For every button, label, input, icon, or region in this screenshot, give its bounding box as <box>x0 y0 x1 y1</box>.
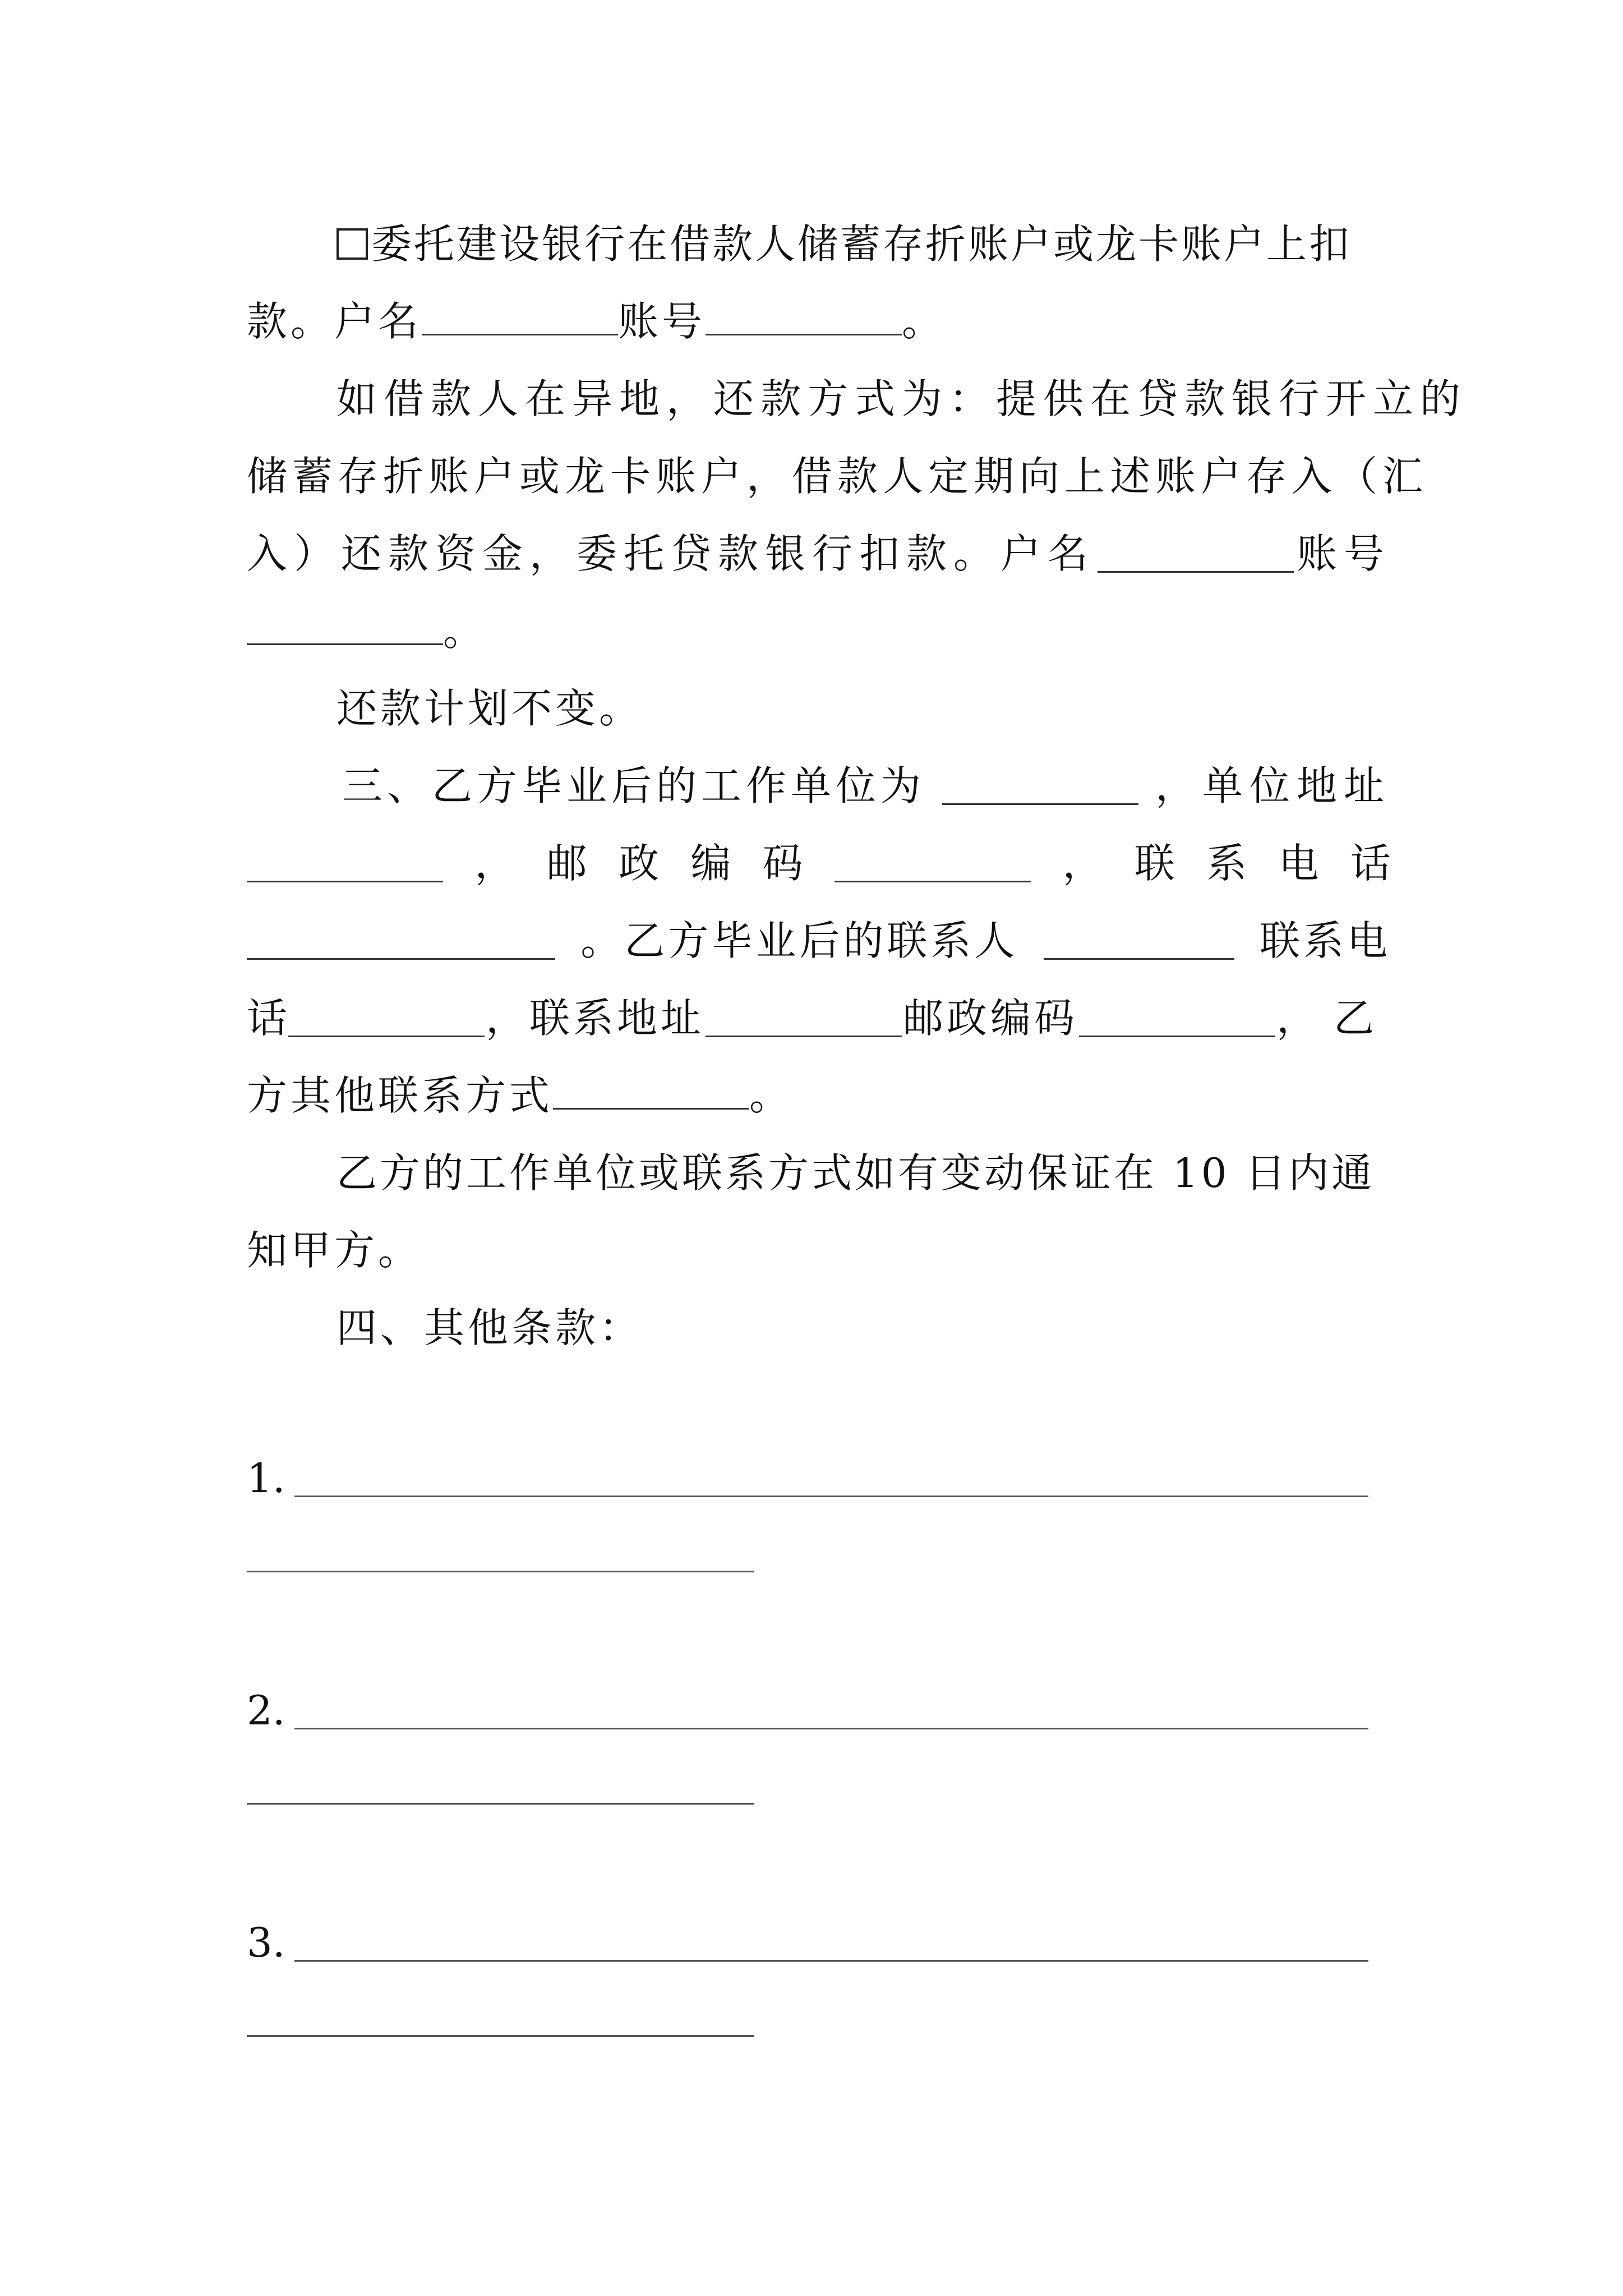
clause-1 <box>247 1447 285 1509</box>
para2-text: 。 <box>443 608 484 655</box>
para4-text: 系 <box>1206 840 1247 887</box>
para2-line3 <box>247 523 1391 585</box>
employer-address-blank[interactable] <box>247 845 443 882</box>
para2-line4 <box>247 600 1391 662</box>
para4-text: ，乙 <box>1276 995 1391 1042</box>
contact-person-blank[interactable] <box>1044 922 1234 960</box>
postal-code-blank[interactable] <box>834 845 1031 882</box>
para4-text: 。乙方毕业后的联系人 <box>580 917 1018 964</box>
account-name-blank[interactable] <box>422 298 618 335</box>
para4-text: 联系电 <box>1259 917 1391 964</box>
para4-text: 邮政编码 <box>902 995 1078 1042</box>
contact-address-blank[interactable] <box>706 1000 902 1037</box>
clause-2 <box>247 1680 285 1741</box>
para4-text: 联 <box>1134 840 1175 887</box>
checkbox-icon[interactable] <box>336 228 368 260</box>
para4-text: ，单位地址 <box>1155 762 1391 809</box>
clause-3-line-2[interactable] <box>247 2035 754 2037</box>
para4-text: 话 <box>1350 840 1391 887</box>
para4-text: 方其他联系方式 <box>247 1072 554 1119</box>
para4-text: 政 <box>619 840 660 887</box>
para2-text: 入）还款资金，委托贷款银行扣款。户名 <box>247 530 1095 577</box>
para1-line2 <box>247 291 1391 352</box>
para4-line4 <box>247 987 1391 1049</box>
para3: 还款计划不变。 <box>336 685 643 732</box>
clause-3-line-1[interactable] <box>294 1960 1368 1962</box>
para4-text: 邮 <box>546 840 587 887</box>
clause-2-line-1[interactable] <box>294 1728 1368 1729</box>
clause-1-line-1[interactable] <box>294 1496 1368 1497</box>
para1-text: 款。户名 <box>247 298 422 345</box>
contact-phone-blank[interactable] <box>288 1000 485 1037</box>
other-contact-blank[interactable] <box>553 1072 749 1110</box>
para4-line3 <box>247 910 1391 972</box>
remote-account-name-blank[interactable] <box>1098 535 1294 573</box>
phone-blank[interactable] <box>247 922 555 960</box>
para2-text: 账号 <box>1296 530 1391 577</box>
para4-text: ，联系地址 <box>485 995 704 1042</box>
employer-blank[interactable] <box>942 767 1138 805</box>
clause-number: 1. <box>247 1455 285 1502</box>
para4-text: 码 <box>762 840 803 887</box>
account-number-blank[interactable] <box>706 298 902 335</box>
para1-checkbox-label: 委托建设银行在借款人储蓄存折账户或龙卡账户上扣 <box>371 220 1352 268</box>
clause-3 <box>247 1912 285 1973</box>
other-terms-heading: 四、其他条款： <box>336 1304 643 1351</box>
para4-text: ， <box>1062 840 1103 887</box>
clause-number: 3. <box>247 1919 285 1966</box>
contact-postal-blank[interactable] <box>1079 1000 1275 1037</box>
para4-text: 。 <box>749 1072 790 1119</box>
clause-number: 2. <box>247 1687 285 1734</box>
para4-text: ， <box>474 840 515 887</box>
para4-line5 <box>247 1065 1391 1126</box>
remote-account-number-blank[interactable] <box>247 608 443 645</box>
para4-line1 <box>342 755 1391 817</box>
clause-2-line-2[interactable] <box>247 1803 754 1805</box>
para5-line1: 乙方的工作单位或联系方式如有变动保证在 10 日内通 <box>336 1149 1375 1197</box>
para2-line1: 如借款人在异地，还款方式为：提供在贷款银行开立的 <box>336 375 1468 422</box>
para4-line2 <box>247 832 1391 894</box>
para5-line2: 知甲方。 <box>247 1227 422 1274</box>
para1-line1 <box>336 213 1391 275</box>
para2-line2: 储蓄存折账户或龙卡账户，借款人定期向上述账户存入（汇 <box>247 453 1428 500</box>
para4-text: 三、乙方毕业后的工作单位为 <box>342 762 926 809</box>
para4-text: 话 <box>247 995 288 1042</box>
para1-text: 账号 <box>618 298 706 345</box>
para1-text: 。 <box>902 298 943 345</box>
para4-text: 电 <box>1278 840 1319 887</box>
clause-1-line-2[interactable] <box>247 1571 754 1572</box>
para4-text: 编 <box>690 840 731 887</box>
